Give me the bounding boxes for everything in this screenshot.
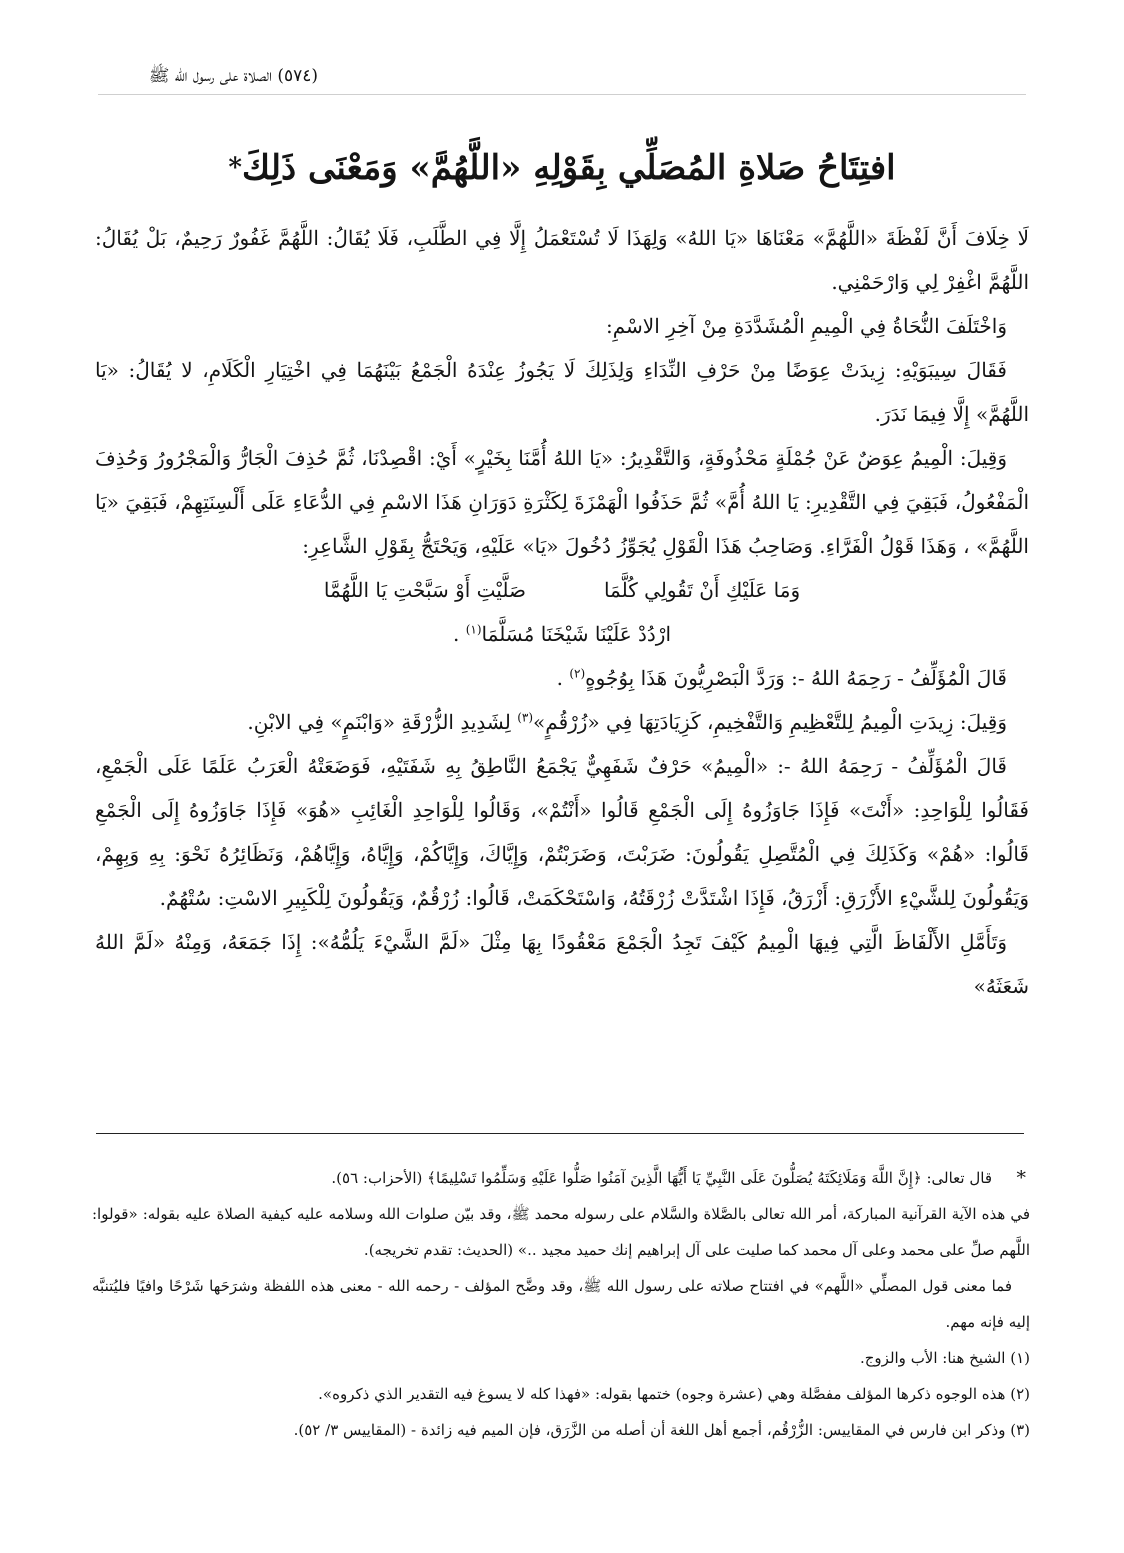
page-number: (٥٧٤)	[277, 66, 318, 86]
paragraph: وَقِيلَ: الْمِيمُ عِوَضٌ عَنْ جُمْلَةٍ مَحْذُوفَةٍ، وَالتَّقْدِيرُ: «يَا اللهُ أُمَّنَا بِخَيْرٍ» أَيْ: اقْصِدْنَا، ثُمَّ حُذِفَ الْجَارُّ وَالْمَجْرُورُ وَحُذِفَ الْمَفْعُولُ، فَبَقِيَ فِي التَّقْدِيرِ: يَا اللهُ أُمَّ» ثُمَّ حَذَفُوا الْهَمْزَةَ لِكَثْرَةِ دَوَرَانِ هَذَا الاسْمِ فِي الدُّعَاءِ عَلَى أَلْسِنَتِهِمْ، فَبَقِيَ «يَا اللَّهُمَّ» ، وَهَذَا قَوْلُ الْفَرَّاءِ. وَصَاحِبُ هَذَا الْقَوْلِ يُجَوِّزُ دُخُولَ «يَا» عَلَيْهِ، وَيَحْتَجُّ بِقَوْلِ الشَّاعِرِ:	[95, 446, 1029, 558]
title-footnote-marker: *	[228, 153, 243, 183]
paragraph: وَتَأَمَّلِ الأَلْفَاظَ الَّتِي فِيهَا الْمِيمُ كَيْفَ تَجِدُ الْجَمْعَ مَعْقُودًا بِهَا مِثْلَ «لَمَّ الشَّيْءَ يَلُمُّهُ»: إِذَا جَمَعَهُ، وَمِنْهُ «لَمَّ اللهُ شَعَثَهُ»	[95, 930, 1029, 998]
verse-second-hemistich: صَلَّيْتِ أَوْ سَبَّحْتِ يَا اللَّهُمَّا	[323, 578, 526, 602]
footnote-star-marker: *	[1016, 1167, 1026, 1189]
header-divider	[98, 94, 1026, 95]
paragraph: قَالَ الْمُؤَلِّفُ - رَحِمَهُ اللهُ -: وَرَدَّ الْبَصْرِيُّونَ هَذَا بِوُجُوهٍ$^{(٢)}$ .	[556, 666, 1007, 690]
paragraph: لَا خِلَافَ أَنَّ لَفْظَةَ «اللَّهُمَّ» مَعْنَاهَا «يَا اللهُ» وَلِهَذَا لَا تُسْتَعْمَلُ إِلَّا فِي الطَّلَبِ، فَلَا يُقَالُ: اللَّهُمَّ غَفُورٌ رَحِيمٌ، بَلْ يُقَالُ: اللَّهُمَّ اغْفِرْ لِي وَارْحَمْنِي.	[95, 226, 1029, 294]
main-text	[95, 216, 1029, 1096]
footnote-separator	[96, 1133, 1024, 1134]
running-title: الصلاة على رسول الله ﷺ	[148, 66, 272, 86]
paragraph: وَاخْتَلَفَ النُّحَاةُ فِي الْمِيمِ الْمُشَدَّدَةِ مِنْ آخِرِ الاسْمِ:	[606, 314, 1007, 338]
paragraph	[95, 700, 1029, 744]
paragraph: فَقَالَ سِيبَوَيْهِ: زِيدَتْ عِوَضًا مِنْ حَرْفِ النِّدَاءِ وَلِذَلِكَ لَا يَجُوزُ عِنْدَهُ الْجَمْعُ بَيْنَهُمَا فِي اخْتِيَارِ الْكَلَامِ، لا يُقَالُ: «يَا اللَّهُمَّ» إِلَّا فِيمَا نَدَرَ.	[95, 358, 1029, 426]
paragraph-text: وَقِيلَ: زِيدَتِ الْمِيمُ لِلتَّعْظِيمِ وَالتَّفْخِيمِ، كَزِيَادَتِهَا فِي «زُرْقُمٍ»	[533, 710, 1007, 734]
paragraph: قَالَ الْمُؤَلِّفُ - رَحِمَهُ اللهُ -: «الْمِيمُ» حَرْفٌ شَفَهِيٌّ يَجْمَعُ النَّاطِقُ بِهِ شَفَتَيْهِ، فَوَضَعَتْهُ الْعَرَبُ عَلَمًا عَلَى الْجَمْعِ، فَقَالُوا لِلْوَاحِدِ: «أَنْتَ» فَإِذَا جَاوَزُوهُ إِلَى الْجَمْعِ قَالُوا «أَنْتُمْ»، وَقَالُوا لِلْوَاحِدِ الْغَائِبِ «هُوَ» فَإِذَا جَاوَزُوهُ إِلَى الْجَمْعِ قَالُوا: «هُمْ» وَكَذَلِكَ فِي الْمُتَّصِلِ يَقُولُونَ: ضَرَبْتَ، وَضَرَبْتُمْ، وَإِيَّاكَ، وَإِيَّاكُمْ، وَإِيَّاهُ، وَإِيَّاهُمْ، وَنَظَائِرُهُ نَحْوَ: بِهِ وَبِهِمْ، وَيَقُولُونَ لِلشَّيْءِ الأَزْرَقِ: أَزْرَقُ، فَإِذَا اشْتَدَّتْ زُرْقَتُهُ، وَاسْتَحْكَمَتْ، قَالُوا: زُرْقُمٌ، وَيَقُولُونَ لِلْكَبِيرِ الاسْتِ: سُتْهُمٌ.	[95, 754, 1029, 910]
poetry-verse-line: ارْدُدْ عَلَيْنَا شَيْخَنَا مُسَلَّمَا$^{(١)}$ .	[452, 622, 672, 646]
chapter-title	[100, 135, 1024, 201]
footnotes	[92, 1160, 1030, 1500]
footnote-ref: (١)	[465, 622, 482, 637]
footnote-ref: (٢)	[569, 666, 586, 681]
paragraph-text: قَالَ الْمُؤَلِّفُ - رَحِمَهُ اللهُ -: وَرَدَّ الْبَصْرِيُّونَ هَذَا بِوُجُوهٍ	[585, 666, 1007, 690]
footnote-text: قال تعالى: ﴿إِنَّ اللَّهَ وَمَلَائِكَتَهُ يُصَلُّونَ عَلَى النَّبِيِّ يَا أَيُّهَا الَّذِينَ آمَنُوا صَلُّوا عَلَيْهِ وَسَلِّمُوا تَسْلِيمًا﴾ (الأحزاب: ٥٦).	[331, 1169, 992, 1187]
footnote-paragraph: في هذه الآية القرآنية المباركة، أمر الله تعالى بالصَّلاة والسَّلام على رسوله محمد ﷺ، وقد بيّن صلوات الله وسلامه عليه كيفية الصلاة عليه بقوله: «قولوا: اللَّهم صلِّ على محمد وعلى آل محمد كما صليت على آل إبراهيم إنك حميد مجيد ..» (الحديث: تقدم تخريجه).	[92, 1205, 1030, 1259]
verse-text: ارْدُدْ عَلَيْنَا شَيْخَنَا مُسَلَّمَا	[481, 622, 672, 646]
footnote-1: (١) الشيخ هنا: الأب والزوج.	[859, 1349, 1030, 1367]
paragraph-text: لِشَدِيدِ الزُّرْقَةِ «وَابْنَمٍ» فِي الابْنِ.	[247, 710, 511, 734]
footnote-2: (٢) هذه الوجوه ذكرها المؤلف مفصَّلة وهي (عشرة وجوه) ختمها بقوله: «فهذا كله لا يسوغ فيه التقدير الذي ذكروه».	[318, 1385, 1030, 1403]
page-header	[18, 58, 318, 94]
footnote-paragraph: فما معنى قول المصلِّي «اللَّهم» في افتتاح صلاته على رسول الله ﷺ، وقد وضَّح المؤلف - رحمه الله - معنى هذه اللفظة وشرَحَها شَرْحًا وافيًا فليُتنبَّه إليه فإنه مهم.	[92, 1277, 1030, 1331]
footnote-3: (٣) وذكر ابن فارس في المقاييس: الزُّرْقُم، أجمع أهل اللغة أن أصله من الزَّرَق، فإن الميم فيه زائدة - (المقاييس ٣/ ٥٢).	[293, 1421, 1030, 1439]
footnote-ref: (٣)	[517, 710, 534, 725]
verse-first-hemistich: وَمَا عَلَيْكِ أَنْ تَقُولِي كُلَّمَا	[603, 578, 801, 602]
footnote-star	[92, 1160, 1030, 1196]
chapter-title-text: افتِتَاحُ صَلاةِ المُصَلِّي بِقَوْلِهِ «اللَّهُمَّ» وَمَعْنَى ذَلِكَ	[242, 148, 896, 188]
poetry-verse	[95, 568, 1029, 612]
